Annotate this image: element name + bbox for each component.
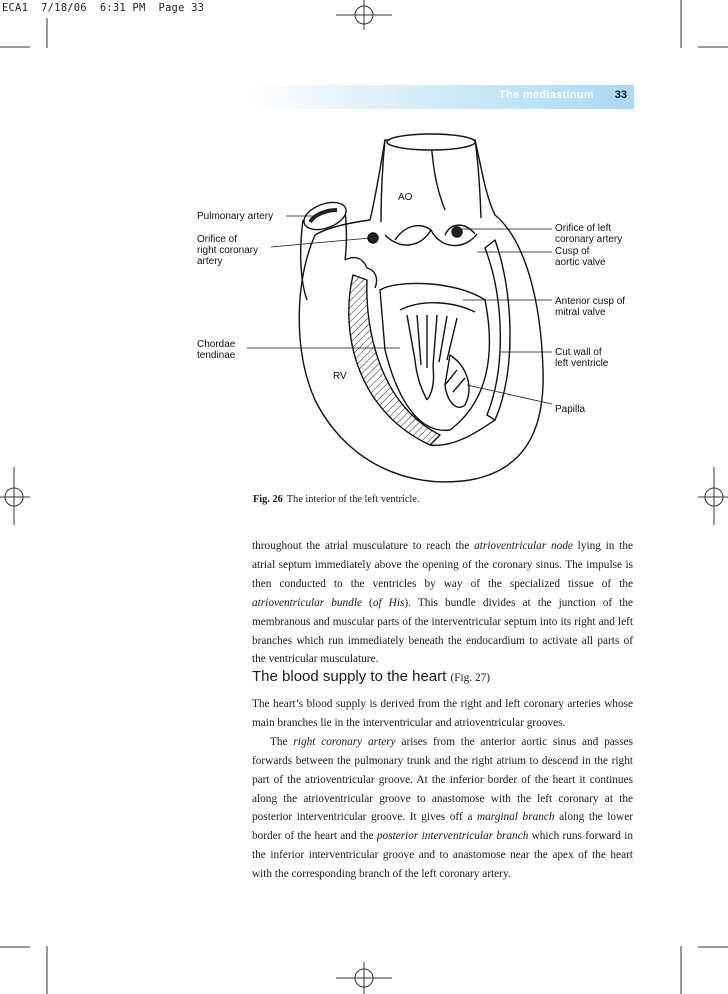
para3-text-1: The <box>270 735 294 748</box>
label-papilla: Papilla <box>555 404 586 415</box>
label-orifice-left-coronary: Orifice of left coronary artery <box>555 223 623 245</box>
running-header-title: The mediastinum <box>499 89 594 101</box>
section-heading <box>252 668 490 685</box>
para1-text-3: ( <box>361 596 373 609</box>
printer-slug: ECA1 7/18/06 6:31 PM Page 33 <box>2 2 205 14</box>
figure-caption-text: The interior of the left ventricle. <box>286 494 420 505</box>
body-paragraph-1 <box>252 537 633 669</box>
figure-heart-illustration <box>195 130 645 490</box>
label-rv: RV <box>333 371 347 382</box>
para3-italic-3: posterior interventricular branch <box>376 830 529 843</box>
label-anterior-cusp-mitral: Anterior cusp of mitral valve <box>555 296 626 318</box>
section-heading-text: The blood supply to the heart <box>252 668 447 685</box>
para1-text-2: lying in the atrial septum immediately above the opening of the coronary sinus. The impulse is then conducted to the ventricles by way of the specialized tissue of the <box>252 540 633 590</box>
para3-text-3: along the lower border of the heart and the <box>252 811 633 843</box>
label-cut-wall: Cut wall of left ventricle <box>555 347 609 369</box>
para1-italic-3: of His <box>372 596 405 609</box>
para3-italic-1: right coronary artery <box>293 735 396 748</box>
page-number: 33 <box>614 89 627 101</box>
para1-text-1: throughout the atrial musculature to reach the <box>252 540 475 552</box>
label-chordae-tendinae: Chordae tendinae <box>197 339 236 361</box>
para1-italic-1: atrioventricular node <box>474 540 573 552</box>
label-ao: AO <box>398 192 413 203</box>
label-cusp-aortic-valve: Cusp of aortic valve <box>555 246 606 268</box>
body-section-text <box>252 695 633 884</box>
para3-text-2: arises from the anterior aortic sinus and passes forwards between the pulmonary trunk and the right atrium to descend in the right part of the atrioventricular groove. At the inferior border of the heart it continues along the atrioventricular groove to anastomose with the left coronary at the posterior interventricular groove. It gives off a <box>252 735 633 824</box>
figure-caption-label: Fig. 26 <box>253 494 283 505</box>
label-pulmonary-artery: Pulmonary artery <box>197 211 274 222</box>
para1-italic-2: atrioventricular bundle <box>252 596 362 609</box>
para1-text-4: ). This bundle divides at the junction of the membranous and muscular parts of the interventricular septum into its right and left branches which run immediately beneath the endocardium to activate all parts of the ventricular musculature. <box>252 596 633 666</box>
body-paragraph-2: The heart’s blood supply is derived from the right and left coronary arteries whose main branches lie in the interventricular and atrioventricular grooves. <box>252 698 633 729</box>
running-header <box>251 85 634 109</box>
figure-caption <box>253 494 419 505</box>
para3-text-4: which runs forward in the inferior interventricular groove and to anastomose near the apex of the heart with the corresponding branch of the left coronary artery. <box>252 830 633 881</box>
label-orifice-right-coronary: Orifice of right coronary artery <box>197 234 259 267</box>
body-paragraph-3 <box>252 733 633 884</box>
section-heading-figure-ref: (Fig. 27) <box>450 672 491 684</box>
para3-italic-2: marginal branch <box>476 811 555 824</box>
